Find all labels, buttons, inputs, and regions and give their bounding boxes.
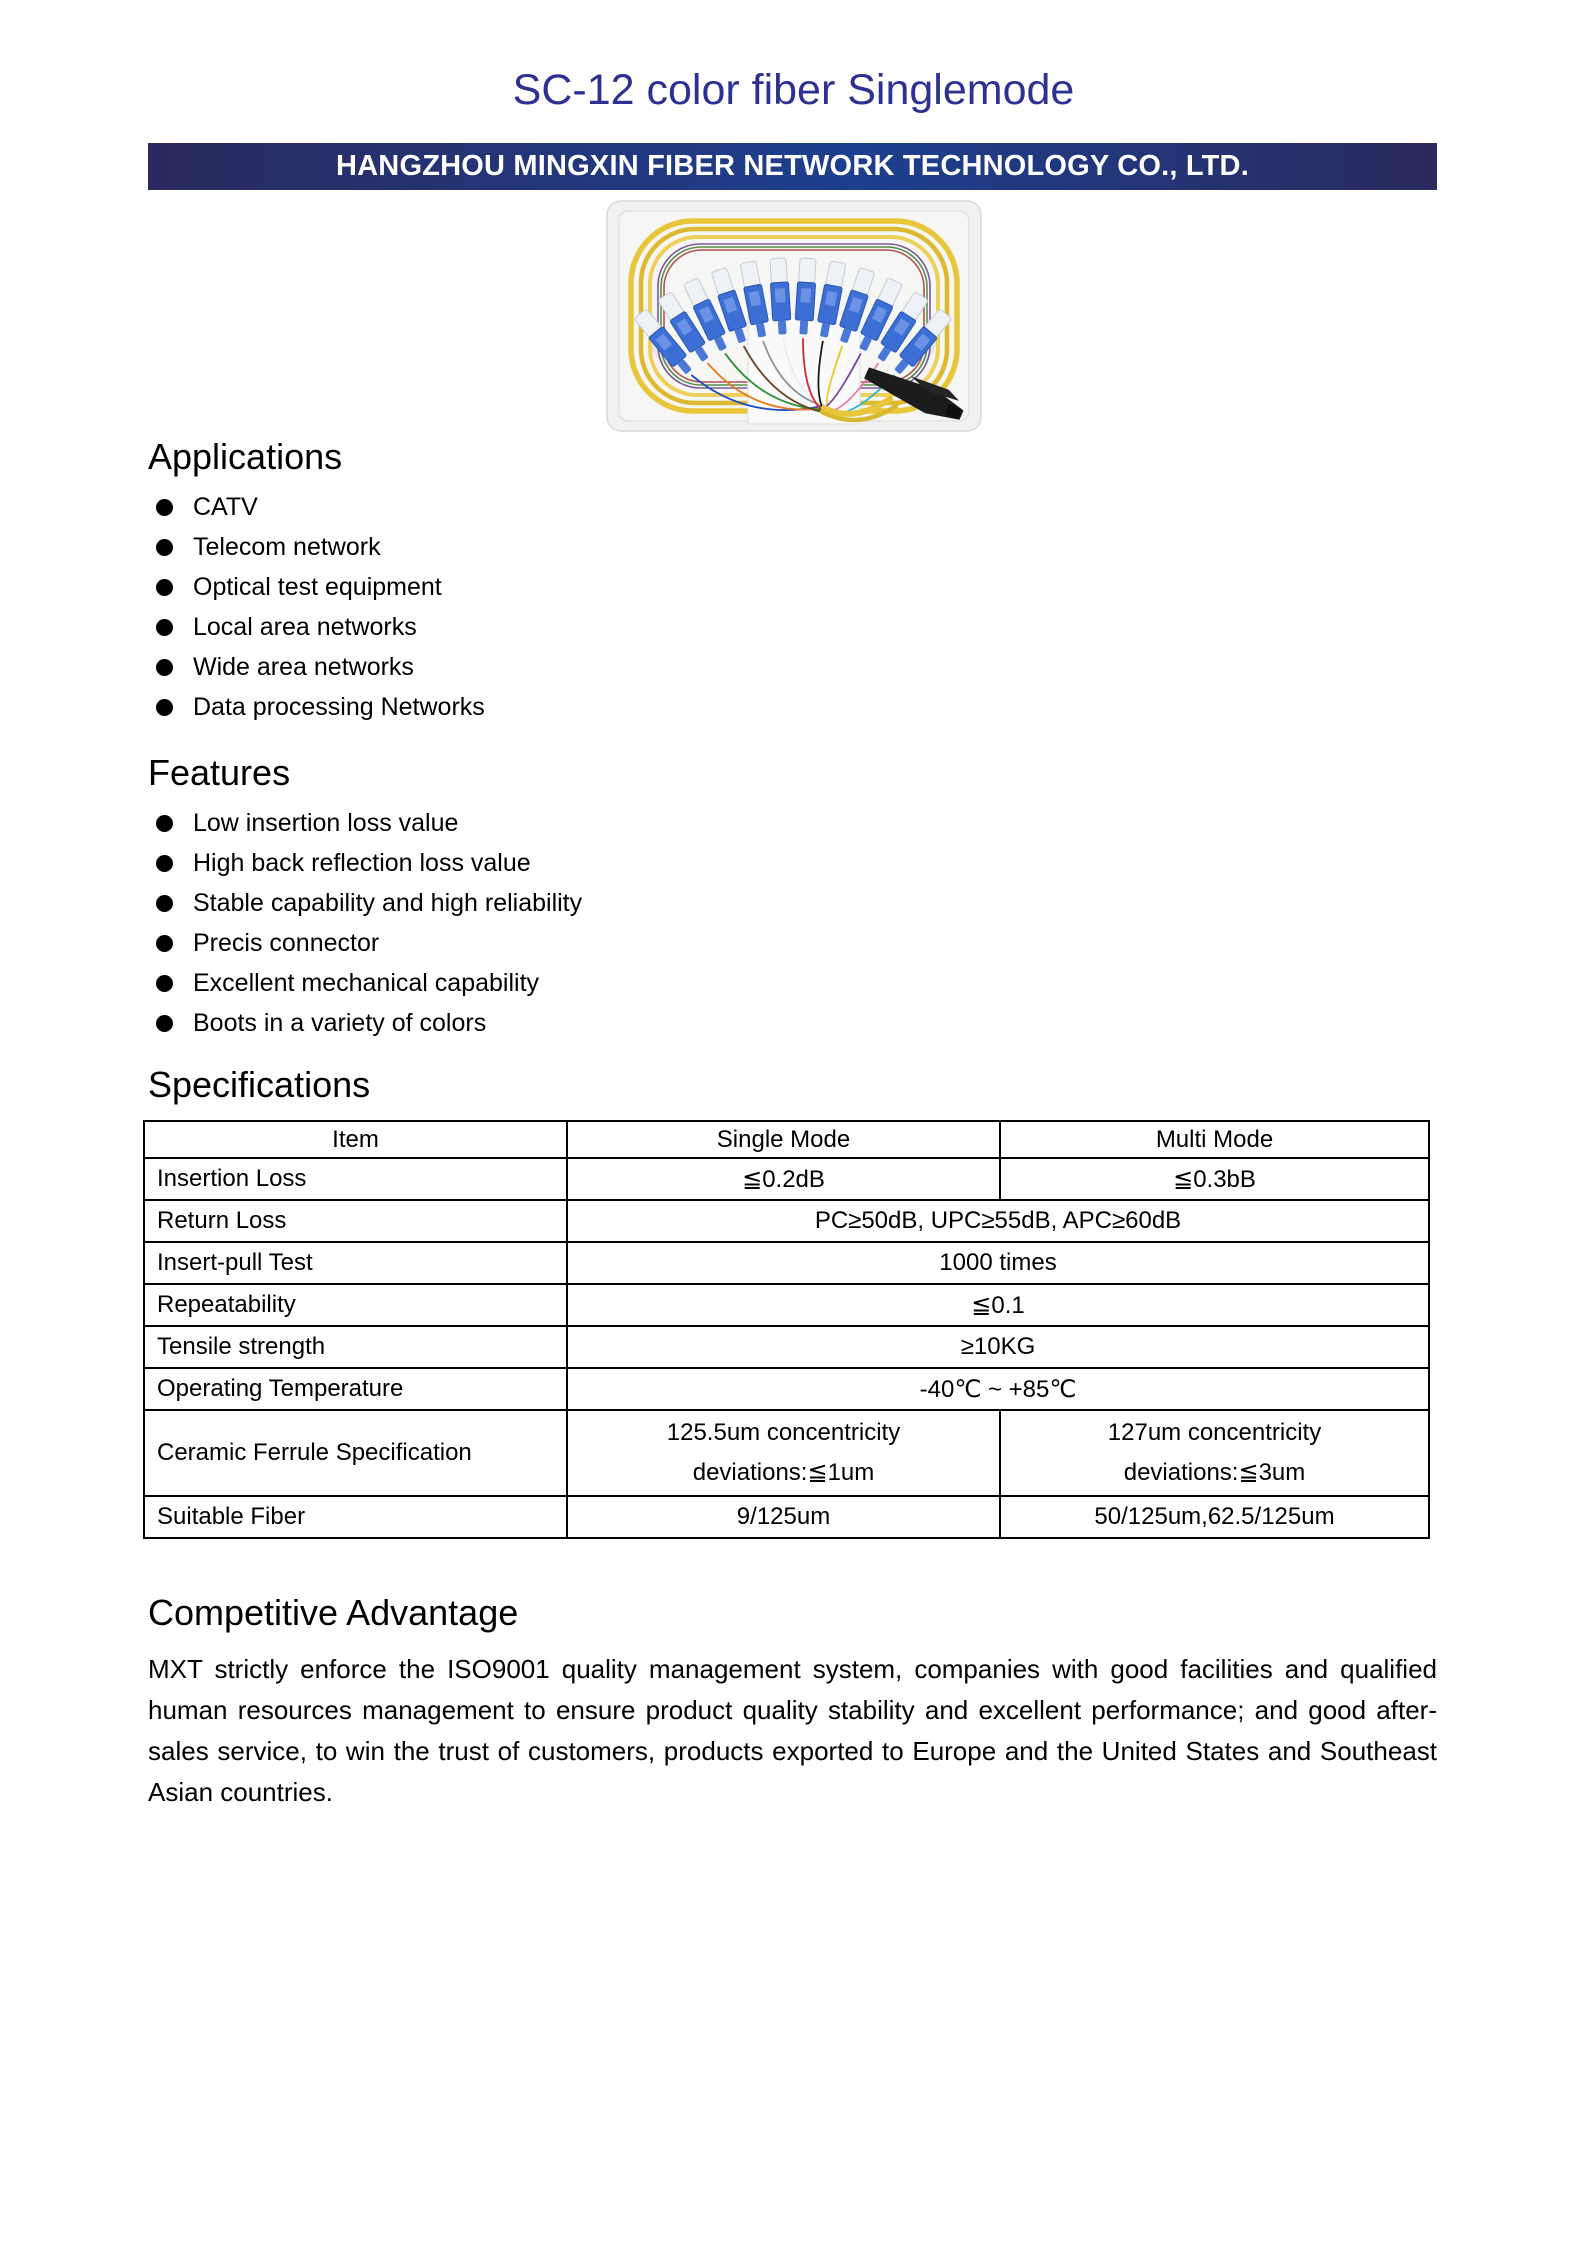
bullet-list-item [148,883,582,923]
table-row [144,1242,1429,1284]
bullet-item-label: Precis connector [193,928,380,957]
bullet-icon [156,699,173,716]
bullet-item-label: Local area networks [193,612,417,641]
bullet-list-item [148,487,485,527]
bullet-list-item [148,923,582,963]
bullet-item-label: Boots in a variety of colors [193,1008,487,1037]
bullet-icon [156,619,173,636]
specifications-table [143,1120,1430,1539]
bullet-icon [156,895,173,912]
applications-heading: Applications [148,436,343,477]
table-value-cell: ≦0.1 [567,1284,1429,1326]
bullet-icon [156,975,173,992]
table-cell-line: 125.5um concentricity [666,1419,901,1446]
bullet-item-label: CATV [193,492,258,521]
competitive-advantage-section [148,1592,1437,1813]
table-row [144,1496,1429,1538]
table-item-cell: Insertion Loss [144,1158,567,1200]
table-value-cell: PC≥50dB, UPC≥55dB, APC≥60dB [567,1200,1429,1242]
table-item-cell: Tensile strength [144,1326,567,1368]
table-header-row [144,1121,1429,1158]
table-item-cell: Insert-pull Test [144,1242,567,1284]
table-value-cell: 9/125um [567,1496,1000,1538]
bullet-item-label: Low insertion loss value [193,808,459,837]
applications-list [148,487,485,727]
table-header-cell: Item [144,1121,567,1158]
bullet-item-label: Optical test equipment [193,572,442,601]
bullet-list-item [148,527,485,567]
bullet-list-item [148,687,485,727]
competitive-advantage-heading: Competitive Advantage [148,1592,519,1633]
page-title: SC-12 color fiber Singlemode [512,66,1075,114]
table-row [144,1284,1429,1326]
company-banner-text: HANGZHOU MINGXIN FIBER NETWORK TECHNOLOGY CO., LTD. [336,150,1249,182]
table-row [144,1368,1429,1410]
bullet-item-label: Data processing Networks [193,692,485,721]
bullet-list-item [148,1003,582,1043]
table-cell-line: 127um concentricity [1107,1419,1322,1446]
features-section [148,752,582,1043]
bullet-icon [156,855,173,872]
product-photo [598,196,988,436]
bullet-list-item [148,647,485,687]
table-row [144,1158,1429,1200]
table-row [144,1200,1429,1242]
table-item-cell: Repeatability [144,1284,567,1326]
bullet-list-item [148,607,485,647]
table-row [144,1410,1429,1496]
table-value-cell: -40℃ ~ +85℃ [567,1368,1429,1410]
features-list [148,803,582,1043]
specifications-heading: Specifications [148,1064,371,1105]
table-value-cell: ≦0.3bB [1000,1158,1429,1200]
table-item-cell: Return Loss [144,1200,567,1242]
specifications-section [143,1064,1433,1539]
features-heading: Features [148,752,291,793]
table-value-cell [567,1410,1000,1496]
bullet-icon [156,499,173,516]
bullet-list-item [148,567,485,607]
bullet-item-label: Telecom network [193,532,381,561]
bullet-item-label: Stable capability and high reliability [193,888,583,917]
bullet-list-item [148,803,582,843]
table-item-cell: Suitable Fiber [144,1496,567,1538]
table-row [144,1326,1429,1368]
bullet-icon [156,815,173,832]
bullet-icon [156,1015,173,1032]
bullet-item-label: Wide area networks [193,652,414,681]
bullet-icon [156,539,173,556]
table-cell-line: deviations:≦1um [692,1459,875,1486]
bullet-item-label: Excellent mechanical capability [193,968,540,997]
competitive-advantage-paragraph: MXT strictly enforce the ISO9001 quality management system, companies with good facilities and qualified human resources management to ensure product quality stability and excellent performance; and good after-sales service, to win the trust of customers, products exported to Europe and the United States and Southeast Asian countries. [148,1654,1437,1807]
bullet-icon [156,659,173,676]
table-value-cell: ≥10KG [567,1326,1429,1368]
table-header-cell: Multi Mode [1000,1121,1429,1158]
bullet-icon [156,935,173,952]
table-header-cell: Single Mode [567,1121,1000,1158]
company-banner [148,143,1437,190]
bullet-list-item [148,843,582,883]
table-item-cell: Operating Temperature [144,1368,567,1410]
table-value-cell [1000,1410,1429,1496]
bullet-icon [156,579,173,596]
applications-section [148,436,485,727]
table-item-cell: Ceramic Ferrule Specification [144,1410,567,1496]
bullet-item-label: High back reflection loss value [193,848,531,877]
table-value-cell: 50/125um,62.5/125um [1000,1496,1429,1538]
table-value-cell: ≦0.2dB [567,1158,1000,1200]
table-value-cell: 1000 times [567,1242,1429,1284]
table-cell-line: deviations:≦3um [1123,1459,1306,1486]
bullet-list-item [148,963,582,1003]
